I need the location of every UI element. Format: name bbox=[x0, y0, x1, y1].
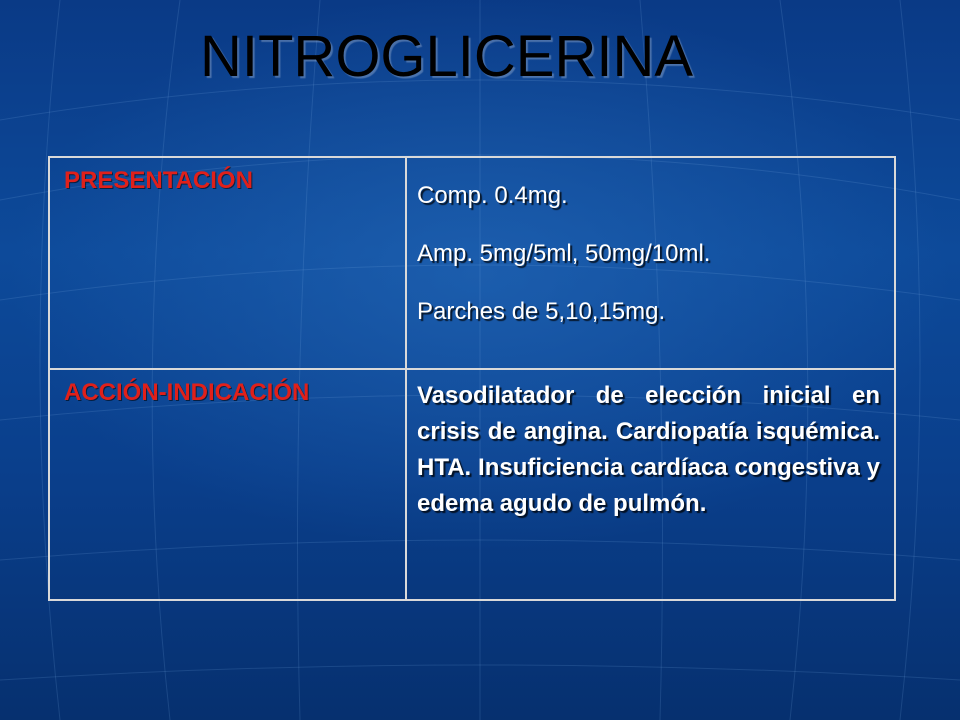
value-cell-presentacion bbox=[406, 157, 895, 369]
presentacion-list bbox=[407, 158, 894, 326]
table-row-presentacion bbox=[49, 157, 895, 369]
slide-title: NITROGLICERINA bbox=[200, 24, 694, 89]
list-item: Amp. 5mg/5ml, 50mg/10ml. bbox=[417, 240, 711, 267]
drug-info-table bbox=[48, 156, 896, 601]
accion-indicacion-text: Vasodilatador de elección inicial en crisis de angina. Cardiopatía isquémica. HTA. Insuficiencia cardíaca congestiva y edema agudo de pulmón. bbox=[417, 382, 880, 517]
label-cell-accion bbox=[49, 369, 406, 600]
accion-indicacion-label: ACCIÓN-INDICACIÓN bbox=[64, 379, 310, 406]
label-cell-presentacion bbox=[49, 157, 406, 369]
value-cell-accion bbox=[406, 369, 895, 600]
table-row-accion bbox=[49, 369, 895, 600]
presentacion-label: PRESENTACIÓN bbox=[64, 167, 253, 194]
list-item: Parches de 5,10,15mg. bbox=[417, 298, 666, 325]
list-item: Comp. 0.4mg. bbox=[417, 182, 568, 209]
